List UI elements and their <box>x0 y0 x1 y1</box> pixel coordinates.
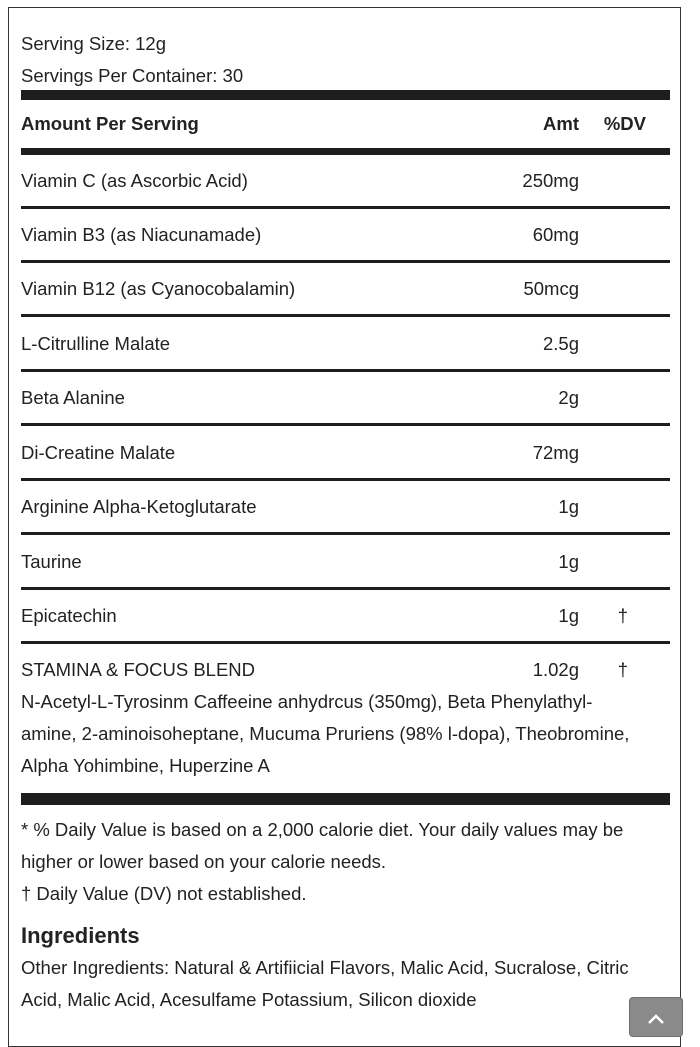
table-row <box>21 209 670 263</box>
table-header <box>21 104 670 144</box>
table-row <box>21 536 670 590</box>
table-row <box>21 372 670 426</box>
chevron-up-icon <box>647 1014 665 1024</box>
divider-thick-bottom <box>21 793 670 805</box>
nutrient-amount: 1g <box>558 605 579 626</box>
table-row <box>21 263 670 317</box>
amount-per-serving-heading: Amount Per Serving <box>21 113 199 134</box>
nutrient-amount: 60mg <box>532 224 579 245</box>
nutrient-amount: 250mg <box>522 170 579 191</box>
blend-section <box>21 654 670 782</box>
nutrient-name: Viamin B12 (as Cyanocobalamin) <box>21 278 296 299</box>
nutrient-amount: 1g <box>558 496 579 517</box>
nutrient-name: L-Citrulline Malate <box>21 333 171 354</box>
nutrient-name: Arginine Alpha-Ketoglutarate <box>21 496 257 517</box>
scroll-to-top-button[interactable] <box>629 997 683 1037</box>
nutrient-name: Viamin C (as Ascorbic Acid) <box>21 170 248 191</box>
daily-value-note-line2: higher or lower based on your calorie needs. <box>21 851 387 872</box>
nutrient-name: Viamin B3 (as Niacunamade) <box>21 224 262 245</box>
nutrient-name: Di-Creatine Malate <box>21 442 176 463</box>
table-row <box>21 155 670 209</box>
blend-description-line: N-Acetyl-L-Tyrosinm Caffeeine anhydrcus (350mg), Beta Phenylathyl- <box>21 691 593 712</box>
blend-description <box>21 686 666 782</box>
table-row <box>21 427 670 481</box>
nutrient-dv: † <box>617 605 628 626</box>
serving-info <box>21 28 670 92</box>
dv-column-heading: %DV <box>603 113 646 134</box>
table-row <box>21 481 670 535</box>
ingredients-line: Acid, Malic Acid, Acesulfame Potassium, Silicon dioxide <box>21 989 477 1010</box>
blend-description-line: amine, 2-aminoisoheptane, Mucuma Pruriens (98% l-dopa), Theobromine, <box>21 723 630 744</box>
nutrient-name: Epicatechin <box>21 605 117 626</box>
blend-dv: † <box>617 659 628 680</box>
divider-thick-top <box>21 90 670 100</box>
ingredients-list <box>21 952 671 1016</box>
servings-per-container: Servings Per Container: 30 <box>21 65 244 86</box>
nutrient-amount: 2g <box>558 387 579 408</box>
footnotes <box>21 814 670 910</box>
nutrient-amount: 2.5g <box>542 333 579 354</box>
serving-size: Serving Size: 12g <box>21 33 167 54</box>
divider-thick-header <box>21 148 670 155</box>
ingredients-line: Other Ingredients: Natural & Artifiicial Flavors, Malic Acid, Sucralose, Citric <box>21 957 629 978</box>
nutrient-amount: 1g <box>558 551 579 572</box>
blend-description-line: Alpha Yohimbine, Huperzine A <box>21 755 270 776</box>
blend-header <box>21 654 670 686</box>
nutrient-name: Taurine <box>21 551 82 572</box>
blend-name: STAMINA & FOCUS BLEND <box>21 659 256 680</box>
nutrient-amount: 72mg <box>532 442 579 463</box>
nutrient-amount: 50mcg <box>523 278 579 299</box>
dv-not-established-note: † Daily Value (DV) not established. <box>21 883 307 904</box>
ingredients-heading: Ingredients <box>21 923 140 948</box>
amt-column-heading: Amt <box>543 113 579 134</box>
daily-value-note-line1: * % Daily Value is based on a 2,000 calorie diet. Your daily values may be <box>21 819 624 840</box>
table-row <box>21 318 670 372</box>
blend-amount: 1.02g <box>532 659 579 680</box>
nutrient-name: Beta Alanine <box>21 387 125 408</box>
table-row <box>21 590 670 644</box>
